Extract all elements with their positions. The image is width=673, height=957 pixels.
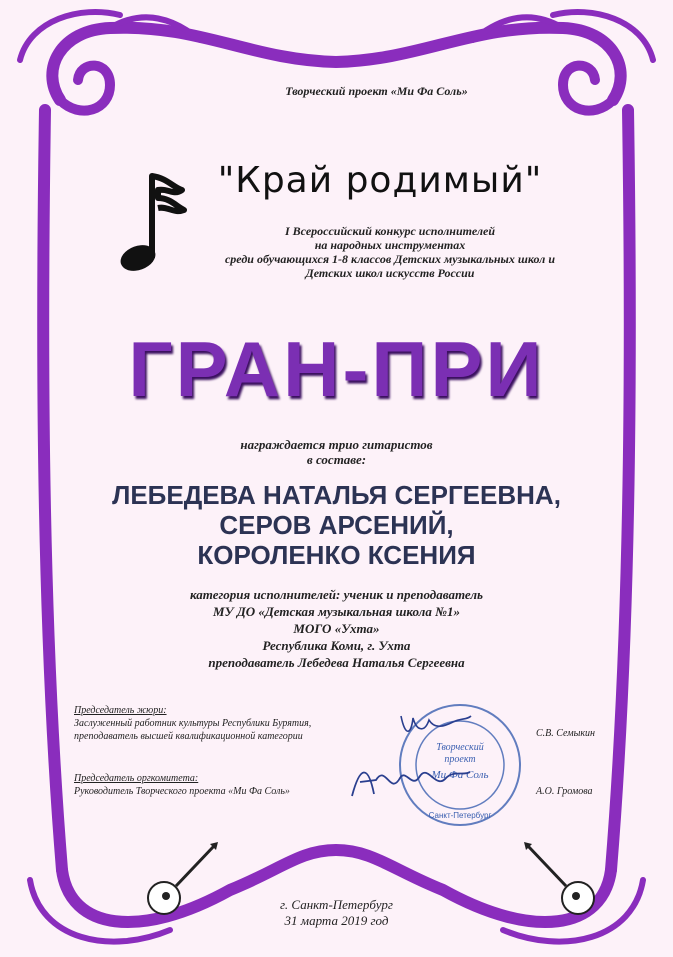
- footer-city: г. Санкт-Петербург: [280, 897, 393, 912]
- stamp-line: Творческий: [436, 742, 484, 753]
- footer: [0, 897, 673, 929]
- committee-line: Руководитель Творческого проекта «Ми Фа Соль»: [74, 786, 290, 797]
- contest-desc-line: среди обучающихся 1-8 классов Детских музыкальных школ и: [224, 252, 555, 266]
- contest-desc-line: Детских школ искусств России: [305, 266, 475, 280]
- committee-block: [74, 772, 384, 798]
- contest-desc-line: на народных инструментах: [314, 238, 466, 252]
- jury-title: Председатель жюри:: [74, 705, 167, 716]
- stamp-line: проект: [444, 754, 476, 765]
- awarded-line: в составе:: [306, 452, 367, 467]
- details-line: МОГО «Ухта»: [293, 621, 380, 636]
- award-title: ГРАН-ПРИ: [128, 325, 545, 413]
- details-line: МУ ДО «Детская музыкальная школа №1»: [213, 604, 460, 619]
- committee-signer: А.О. Громова: [536, 786, 593, 797]
- jury-signer: С.В. Семыкин: [536, 728, 595, 739]
- committee-title: Председатель оргкомитета:: [74, 773, 199, 784]
- details: [0, 586, 673, 671]
- stamp-line: Ми Фа Соль: [431, 769, 489, 781]
- recipient-name: КОРОЛЕНКО КСЕНИЯ: [197, 540, 476, 570]
- awarded-text: [0, 437, 673, 467]
- details-line: преподаватель Лебедева Наталья Сергеевна: [208, 655, 465, 670]
- contest-name: "Край родимый": [217, 160, 543, 201]
- jury-line: Заслуженный работник культуры Республики Бурятия,: [74, 718, 312, 729]
- project-title: Творческий проект «Ми Фа Соль»: [285, 84, 468, 98]
- footer-date: 31 марта 2019 год: [284, 913, 389, 928]
- stamp-ring-text: Санкт-Петербург: [428, 811, 492, 820]
- committee-signature: [346, 756, 476, 806]
- awarded-line: награждается трио гитаристов: [240, 437, 433, 452]
- details-line: Республика Коми, г. Ухта: [262, 638, 411, 653]
- contest-desc-line: I Всероссийский конкурс исполнителей: [284, 224, 496, 238]
- recipient-names: [0, 480, 673, 570]
- recipient-name: СЕРОВ АРСЕНИЙ,: [219, 510, 454, 540]
- details-line: категория исполнителей: ученик и преподаватель: [190, 587, 483, 602]
- recipient-name: ЛЕБЕДЕВА НАТАЛЬЯ СЕРГЕЕВНА,: [112, 480, 561, 510]
- jury-line: преподаватель высшей квалификационной категории: [74, 731, 303, 742]
- jury-block: [74, 704, 384, 743]
- contest-description: [130, 224, 650, 280]
- jury-signature: [395, 706, 475, 742]
